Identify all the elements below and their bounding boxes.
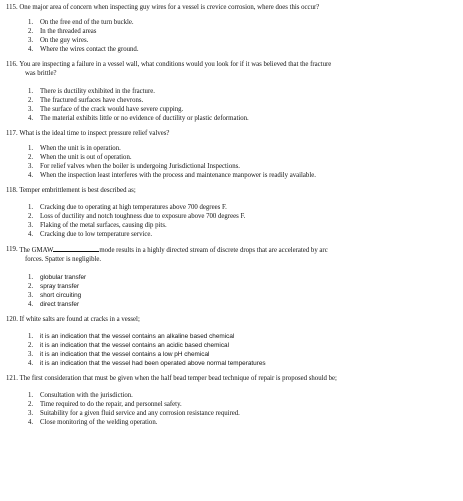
option-text: In the threaded areas bbox=[40, 28, 97, 35]
question-number: 118. bbox=[6, 187, 18, 194]
option-number: 1. bbox=[28, 392, 34, 399]
answer-option bbox=[6, 18, 458, 27]
answer-option bbox=[6, 332, 458, 341]
question-number: 115. bbox=[6, 4, 18, 11]
option-number: 1. bbox=[28, 88, 34, 95]
answer-option bbox=[6, 221, 458, 230]
option-text: There is ductility exhibited in the fracture. bbox=[40, 88, 155, 95]
question-text-continued: was brittle? bbox=[25, 70, 57, 77]
option-text: The material exhibits little or no evidence of ductility or plastic deformation. bbox=[40, 115, 249, 122]
option-number: 3. bbox=[28, 106, 34, 113]
option-text: On the guy wires. bbox=[40, 37, 89, 44]
option-text: When the inspection least interferes with the process and maintenance manpower is readily available. bbox=[40, 172, 316, 179]
question-text-continued: forces. Spatter is negligible. bbox=[25, 256, 102, 263]
fill-in-blank bbox=[53, 245, 99, 252]
question-119 bbox=[6, 245, 458, 309]
answer-option bbox=[6, 400, 458, 409]
option-number: 3. bbox=[28, 37, 34, 44]
option-number: 3. bbox=[28, 410, 34, 417]
answer-option bbox=[6, 391, 458, 400]
question-text: What is the ideal time to inspect pressure relief valves? bbox=[19, 130, 170, 137]
option-text: Cracking due to operating at high temperatures above 700 degrees F. bbox=[40, 204, 227, 211]
answer-options bbox=[6, 203, 458, 239]
answer-option bbox=[6, 96, 458, 105]
option-number: 1. bbox=[28, 145, 34, 152]
answer-options bbox=[6, 87, 458, 123]
answer-option bbox=[6, 282, 458, 291]
option-text: it is an indication that the vessel contains an acidic based chemical bbox=[40, 342, 229, 349]
option-number: 2. bbox=[28, 154, 34, 161]
option-text: The surface of the crack would have severe cupping. bbox=[40, 106, 184, 113]
question-121 bbox=[6, 374, 458, 427]
answer-option bbox=[6, 87, 458, 96]
question-text-lead: The GMAW bbox=[19, 247, 54, 254]
option-text: When the unit is in operation. bbox=[40, 145, 121, 152]
option-number: 4. bbox=[28, 46, 34, 53]
option-number: 2. bbox=[28, 213, 34, 220]
answer-option bbox=[6, 203, 458, 212]
answer-options bbox=[6, 391, 458, 427]
answer-options bbox=[6, 144, 458, 180]
answer-option bbox=[6, 300, 458, 309]
option-text: direct transfer bbox=[40, 301, 80, 308]
option-number: 2. bbox=[28, 401, 34, 408]
answer-option bbox=[6, 114, 458, 123]
option-number: 2. bbox=[28, 28, 34, 35]
question-number: 121. bbox=[6, 375, 18, 382]
answer-option bbox=[6, 230, 458, 239]
option-number: 1. bbox=[28, 204, 34, 211]
answer-option bbox=[6, 409, 458, 418]
option-text: When the unit is out of operation. bbox=[40, 154, 132, 161]
option-text: Suitability for a given fluid service and any corrosion resistance required. bbox=[40, 410, 240, 417]
answer-option bbox=[6, 36, 458, 45]
option-number: 4. bbox=[28, 360, 34, 367]
option-number: 2. bbox=[28, 283, 34, 290]
answer-options bbox=[6, 273, 458, 309]
option-text: it is an indication that the vessel contains a low pH chemical bbox=[40, 351, 210, 358]
question-number: 117. bbox=[6, 130, 18, 137]
question-120 bbox=[6, 315, 458, 368]
answer-option bbox=[6, 45, 458, 54]
option-text: Where the wires contact the ground. bbox=[40, 46, 139, 53]
question-text: The first consideration that must be given when the half bead temper bead technique of repair is proposed should be; bbox=[19, 375, 337, 382]
question-number: 116. bbox=[6, 61, 18, 68]
question-text: One major area of concern when inspecting guy wires for a vessel is crevice corrosion, where does this occur? bbox=[19, 4, 320, 11]
answer-option bbox=[6, 359, 458, 368]
answer-option bbox=[6, 418, 458, 427]
option-text: Loss of ductility and notch toughness due to exposure above 700 degrees F. bbox=[40, 213, 246, 220]
option-number: 4. bbox=[28, 172, 34, 179]
option-text: Flaking of the metal surfaces, causing dip pits. bbox=[40, 222, 167, 229]
question-117 bbox=[6, 129, 458, 180]
option-text: Time required to do the repair, and personnel safety. bbox=[40, 401, 182, 408]
question-text: You are inspecting a failure in a vessel wall, what conditions would you look for if it was believed that the fracture bbox=[19, 61, 332, 68]
option-text: Consultation with the jurisdiction. bbox=[40, 392, 133, 399]
answer-option bbox=[6, 212, 458, 221]
question-number: 119. bbox=[6, 246, 18, 253]
option-number: 4. bbox=[28, 115, 34, 122]
answer-option bbox=[6, 291, 458, 300]
answer-option bbox=[6, 341, 458, 350]
option-number: 2. bbox=[28, 342, 34, 349]
answer-option bbox=[6, 162, 458, 171]
question-text: If white salts are found at cracks in a vessel; bbox=[19, 316, 140, 323]
question-number: 120. bbox=[6, 316, 18, 323]
option-number: 1. bbox=[28, 274, 34, 281]
answer-options bbox=[6, 332, 458, 368]
answer-option bbox=[6, 27, 458, 36]
answer-option bbox=[6, 105, 458, 114]
option-number: 3. bbox=[28, 222, 34, 229]
option-text: globular transfer bbox=[40, 274, 87, 281]
option-number: 4. bbox=[28, 301, 34, 308]
option-number: 3. bbox=[28, 351, 34, 358]
option-text: The fractured surfaces have chevrons. bbox=[40, 97, 144, 104]
answer-option bbox=[6, 273, 458, 282]
option-number: 1. bbox=[28, 333, 34, 340]
answer-option bbox=[6, 153, 458, 162]
option-text: For relief valves when the boiler is undergoing Jurisdictional Inspections. bbox=[40, 163, 240, 170]
option-number: 1. bbox=[28, 19, 34, 26]
question-116 bbox=[6, 60, 458, 123]
option-text: On the free end of the turn buckle. bbox=[40, 19, 134, 26]
question-115 bbox=[6, 3, 458, 54]
answer-option bbox=[6, 350, 458, 359]
question-text: mode results in a highly directed stream of discrete drops that are accelerated by arc bbox=[99, 247, 328, 254]
option-number: 3. bbox=[28, 292, 34, 299]
option-text: spray transfer bbox=[40, 283, 80, 290]
option-text: Close monitoring of the welding operation. bbox=[40, 419, 158, 426]
answer-option bbox=[6, 144, 458, 153]
question-118 bbox=[6, 186, 458, 239]
option-text: it is an indication that the vessel contains an alkaline based chemical bbox=[40, 333, 235, 340]
answer-option bbox=[6, 171, 458, 180]
option-number: 2. bbox=[28, 97, 34, 104]
option-number: 3. bbox=[28, 163, 34, 170]
option-text: Cracking due to low temperature service. bbox=[40, 231, 153, 238]
option-number: 4. bbox=[28, 419, 34, 426]
question-text: Temper embrittlement is best described as; bbox=[19, 187, 136, 194]
option-number: 4. bbox=[28, 231, 34, 238]
option-text: short circuiting bbox=[40, 292, 82, 299]
option-text: it is an indication that the vessel had been operated above normal temperatures bbox=[40, 360, 266, 367]
answer-options bbox=[6, 18, 458, 54]
